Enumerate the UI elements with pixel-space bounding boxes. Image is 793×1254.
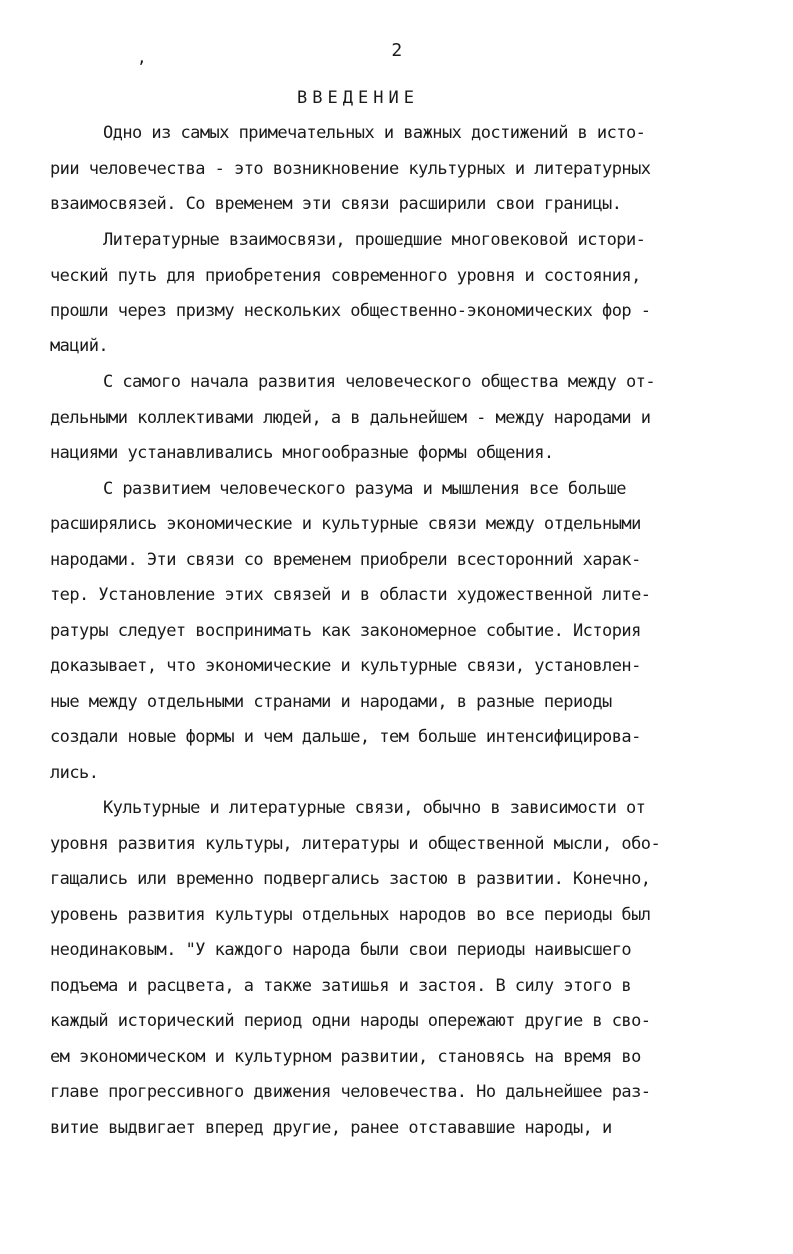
text-line: нациями устанавливались многообразные формы общения.	[50, 443, 554, 463]
text-line: С развитием человеческого разума и мышления все больше	[103, 479, 626, 499]
text-line: подъема и расцвета, а также затишья и застоя. В силу этого в	[50, 976, 632, 996]
text-line: ратуры следует воспринимать как закономерное событие. История	[50, 621, 641, 641]
text-line: уровень развития культуры отдельных народов во все периоды был	[50, 905, 651, 925]
text-line: создали новые формы и чем дальше, тем больше интенсифицирова-	[50, 727, 641, 747]
text-line: ческий путь для приобретения современного уровня и состояния,	[50, 266, 641, 286]
text-line: Литературные взаимосвязи, прошедшие многовековой истори-	[103, 230, 646, 250]
text-line: гащались или временно подвергались застою в развитии. Конечно,	[50, 869, 651, 889]
text-line: витие выдвигает вперед другие, ранее отстававшие народы, и	[50, 1118, 612, 1138]
page-number: 2	[391, 40, 402, 61]
text-line: прошли через призму нескольких общественно-экономических фор -	[50, 301, 651, 321]
section-heading: ВВЕДЕНИЕ	[297, 88, 419, 108]
text-line: дельными коллективами людей, а в дальнейшем - между народами и	[50, 408, 651, 428]
text-line: главе прогрессивного движения человечества. Но дальнейшее раз-	[50, 1082, 651, 1102]
text-line: уровня развития культуры, литературы и общественной мысли, обо-	[50, 834, 661, 854]
text-line: народами. Эти связи со временем приобрели всесторонний харак-	[50, 550, 641, 570]
text-line: каждый исторический период одни народы опережают другие в сво-	[50, 1011, 651, 1031]
text-line: рии человечества - это возникновение культурных и литературных	[50, 159, 651, 179]
text-line: Культурные и литературные связи, обычно в зависимости от	[103, 798, 646, 818]
text-line: доказывает, что экономические и культурные связи, установлен-	[50, 656, 641, 676]
text-line: расширялись экономические и культурные связи между отдельными	[50, 514, 641, 534]
text-line: С самого начала развития человеческого общества между от-	[103, 372, 656, 392]
text-line: ем экономическом и культурном развитии, становясь на время во	[50, 1047, 641, 1067]
stray-mark: ,	[137, 48, 147, 67]
text-line: маций.	[50, 336, 109, 356]
text-line: Одно из самых примечательных и важных достижений в исто-	[103, 123, 646, 143]
text-line: лись.	[50, 763, 99, 783]
text-line: взаимосвязей. Со временем эти связи расширили свои границы.	[50, 194, 622, 214]
text-line: ные между отдельными странами и народами, в разные периоды	[50, 692, 612, 712]
text-line: тер. Установление этих связей и в области художественной лите-	[50, 585, 651, 605]
text-line: неодинаковым. "У каждого народа были свои периоды наивысшего	[50, 940, 632, 960]
